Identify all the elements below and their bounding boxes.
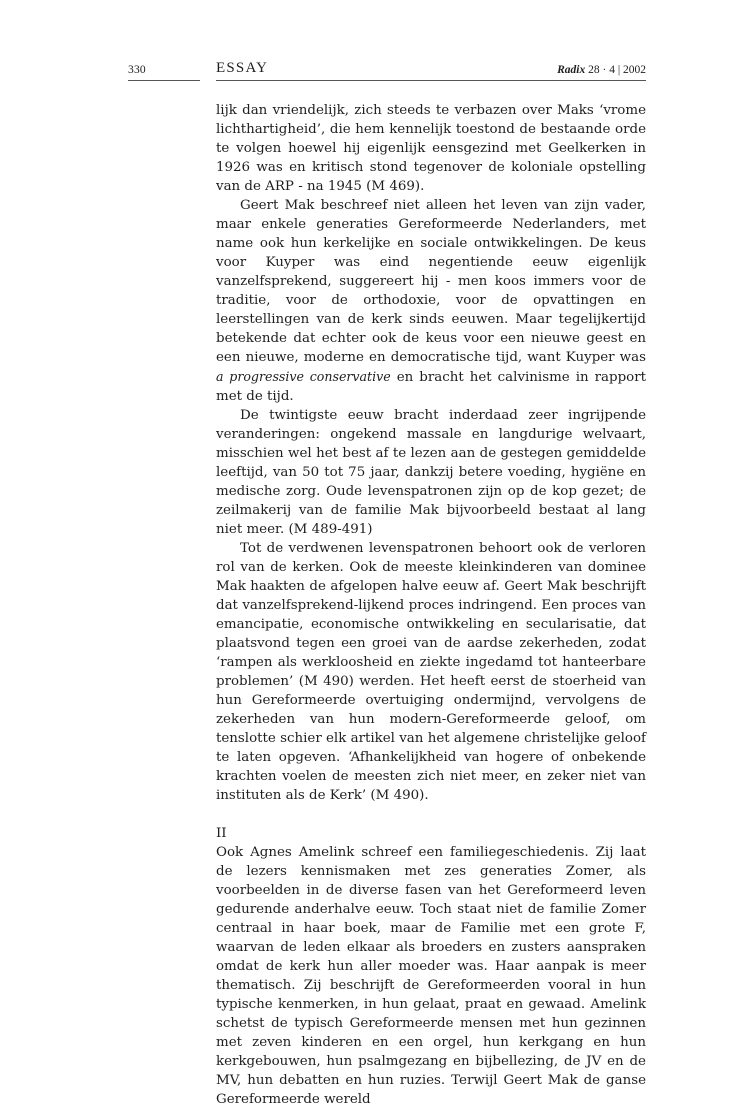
header-rule-left	[128, 80, 200, 81]
header-rule-right	[216, 80, 646, 81]
journal-reference	[557, 64, 646, 76]
paragraph-2-italic-phrase: a progressive conservative	[216, 369, 391, 384]
paragraph-2-text-after: en bracht het calvinisme in rapport met de tijd.	[216, 370, 646, 404]
page-number: 330	[128, 64, 146, 76]
paragraph-2	[216, 196, 646, 406]
paragraph-5: Ook Agnes Amelink schreef een familiegeschiedenis. Zij laat de lezers kennismaken met zes generaties Zomer, als voorbeelden in de diverse fasen van het Gereformeerd leven gedurende anderhalve eeuw. Toch staat niet de familie Zomer centraal in haar boek, maar de Familie met een grote F, waarvan de leden elkaar als broeders en zusters aanspraken omdat de kerk hun aller moeder was. Haar aanpak is meer thematisch. Zij beschrijft de Gereformeerden vooral in hun typische kenmerken, in hun gelaat, praat en gewaad. Amelink schetst de typisch Gereformeerde mensen met hun gezinnen met zeven kinderen en een orgel, hun kerkgang en hun kerkgebouwen, hun psalmgezang en bijbellezing, de JV en de MV, hun debatten en hun ruzies. Terwijl Geert Mak de ganse Gereformeerde wereld	[216, 845, 646, 1107]
journal-issue: 28 · 4 | 2002	[588, 64, 646, 76]
paragraph-3: De twintigste eeuw bracht inderdaad zeer ingrijpende veranderingen: ongekend massale en langdurige welvaart, misschien wel het best af te lezen aan de gestegen gemiddelde leeftijd, van 50 tot 75 jaar, dankzij betere voeding, hygiëne en medische zorg. Oude levenspatronen zijn op de kop gezet; de zeilmakerij van de familie Mak bijvoorbeeld bestaat al lang niet meer. (M 489-491)	[216, 408, 646, 537]
article-body	[216, 101, 646, 1109]
journal-name: Radix	[557, 64, 586, 76]
section-numeral: II	[216, 826, 227, 841]
section-label: ESSAY	[216, 60, 269, 76]
paragraph-4: Tot de verdwenen levenspatronen behoort ook de verloren rol van de kerken. Ook de meeste kleinkinderen van dominee Mak haakten de afgelopen halve eeuw af. Geert Mak beschrijft dat vanzelfsprekend-lijkend proces indringend. Een proces van emancipatie, economische ontwikkeling en secularisatie, dat plaatsvond tegen een groei van de aardse zekerheden, zodat ‘rampen als werkloosheid en ziekte ingedamd tot hanteerbare problemen’ (M 490) werden. Het heeft eerst de stoerheid van hun Gereformeerde overtuiging ondermijnd, vervolgens de zekerheden van hun modern-Gereformeerde geloof, om tenslotte schier elk artikel van het algemene christelijke geloof te laten opgeven. ‘Afhankelijkheid van hogere of onbekende krachten voelen de meesten zich niet meer, en zeker niet van instituten als de Kerk’ (M 490).	[216, 541, 646, 803]
paragraph-1: lijk dan vriendelijk, zich steeds te verbazen over Maks ‘vrome lichthartigheid’, die hem kennelijk toestond de bestaande orde te volgen hoewel hij eigenlijk eensgezind met Geelkerken in 1926 was en kritisch stond tegenover de koloniale opstelling van de ARP - na 1945 (M 469).	[216, 103, 646, 194]
paragraph-2-text-before: Geert Mak beschreef niet alleen het leven van zijn vader, maar enkele generaties Gereformeerde Nederlanders, met name ook hun kerkelijke en sociale ontwikkelingen. De keus voor Kuyper was eind negentiende eeuw eigenlijk vanzelfsprekend, suggereert hij - men koos immers voor de traditie, voor de orthodoxie, voor de opvattingen en leerstellingen van de kerk sinds eeuwen. Maar tegelijkertijd betekende dat echter ook de keus voor een nieuwe geest en een nieuwe, moderne en democratische tijd, want Kuyper was	[216, 198, 646, 365]
